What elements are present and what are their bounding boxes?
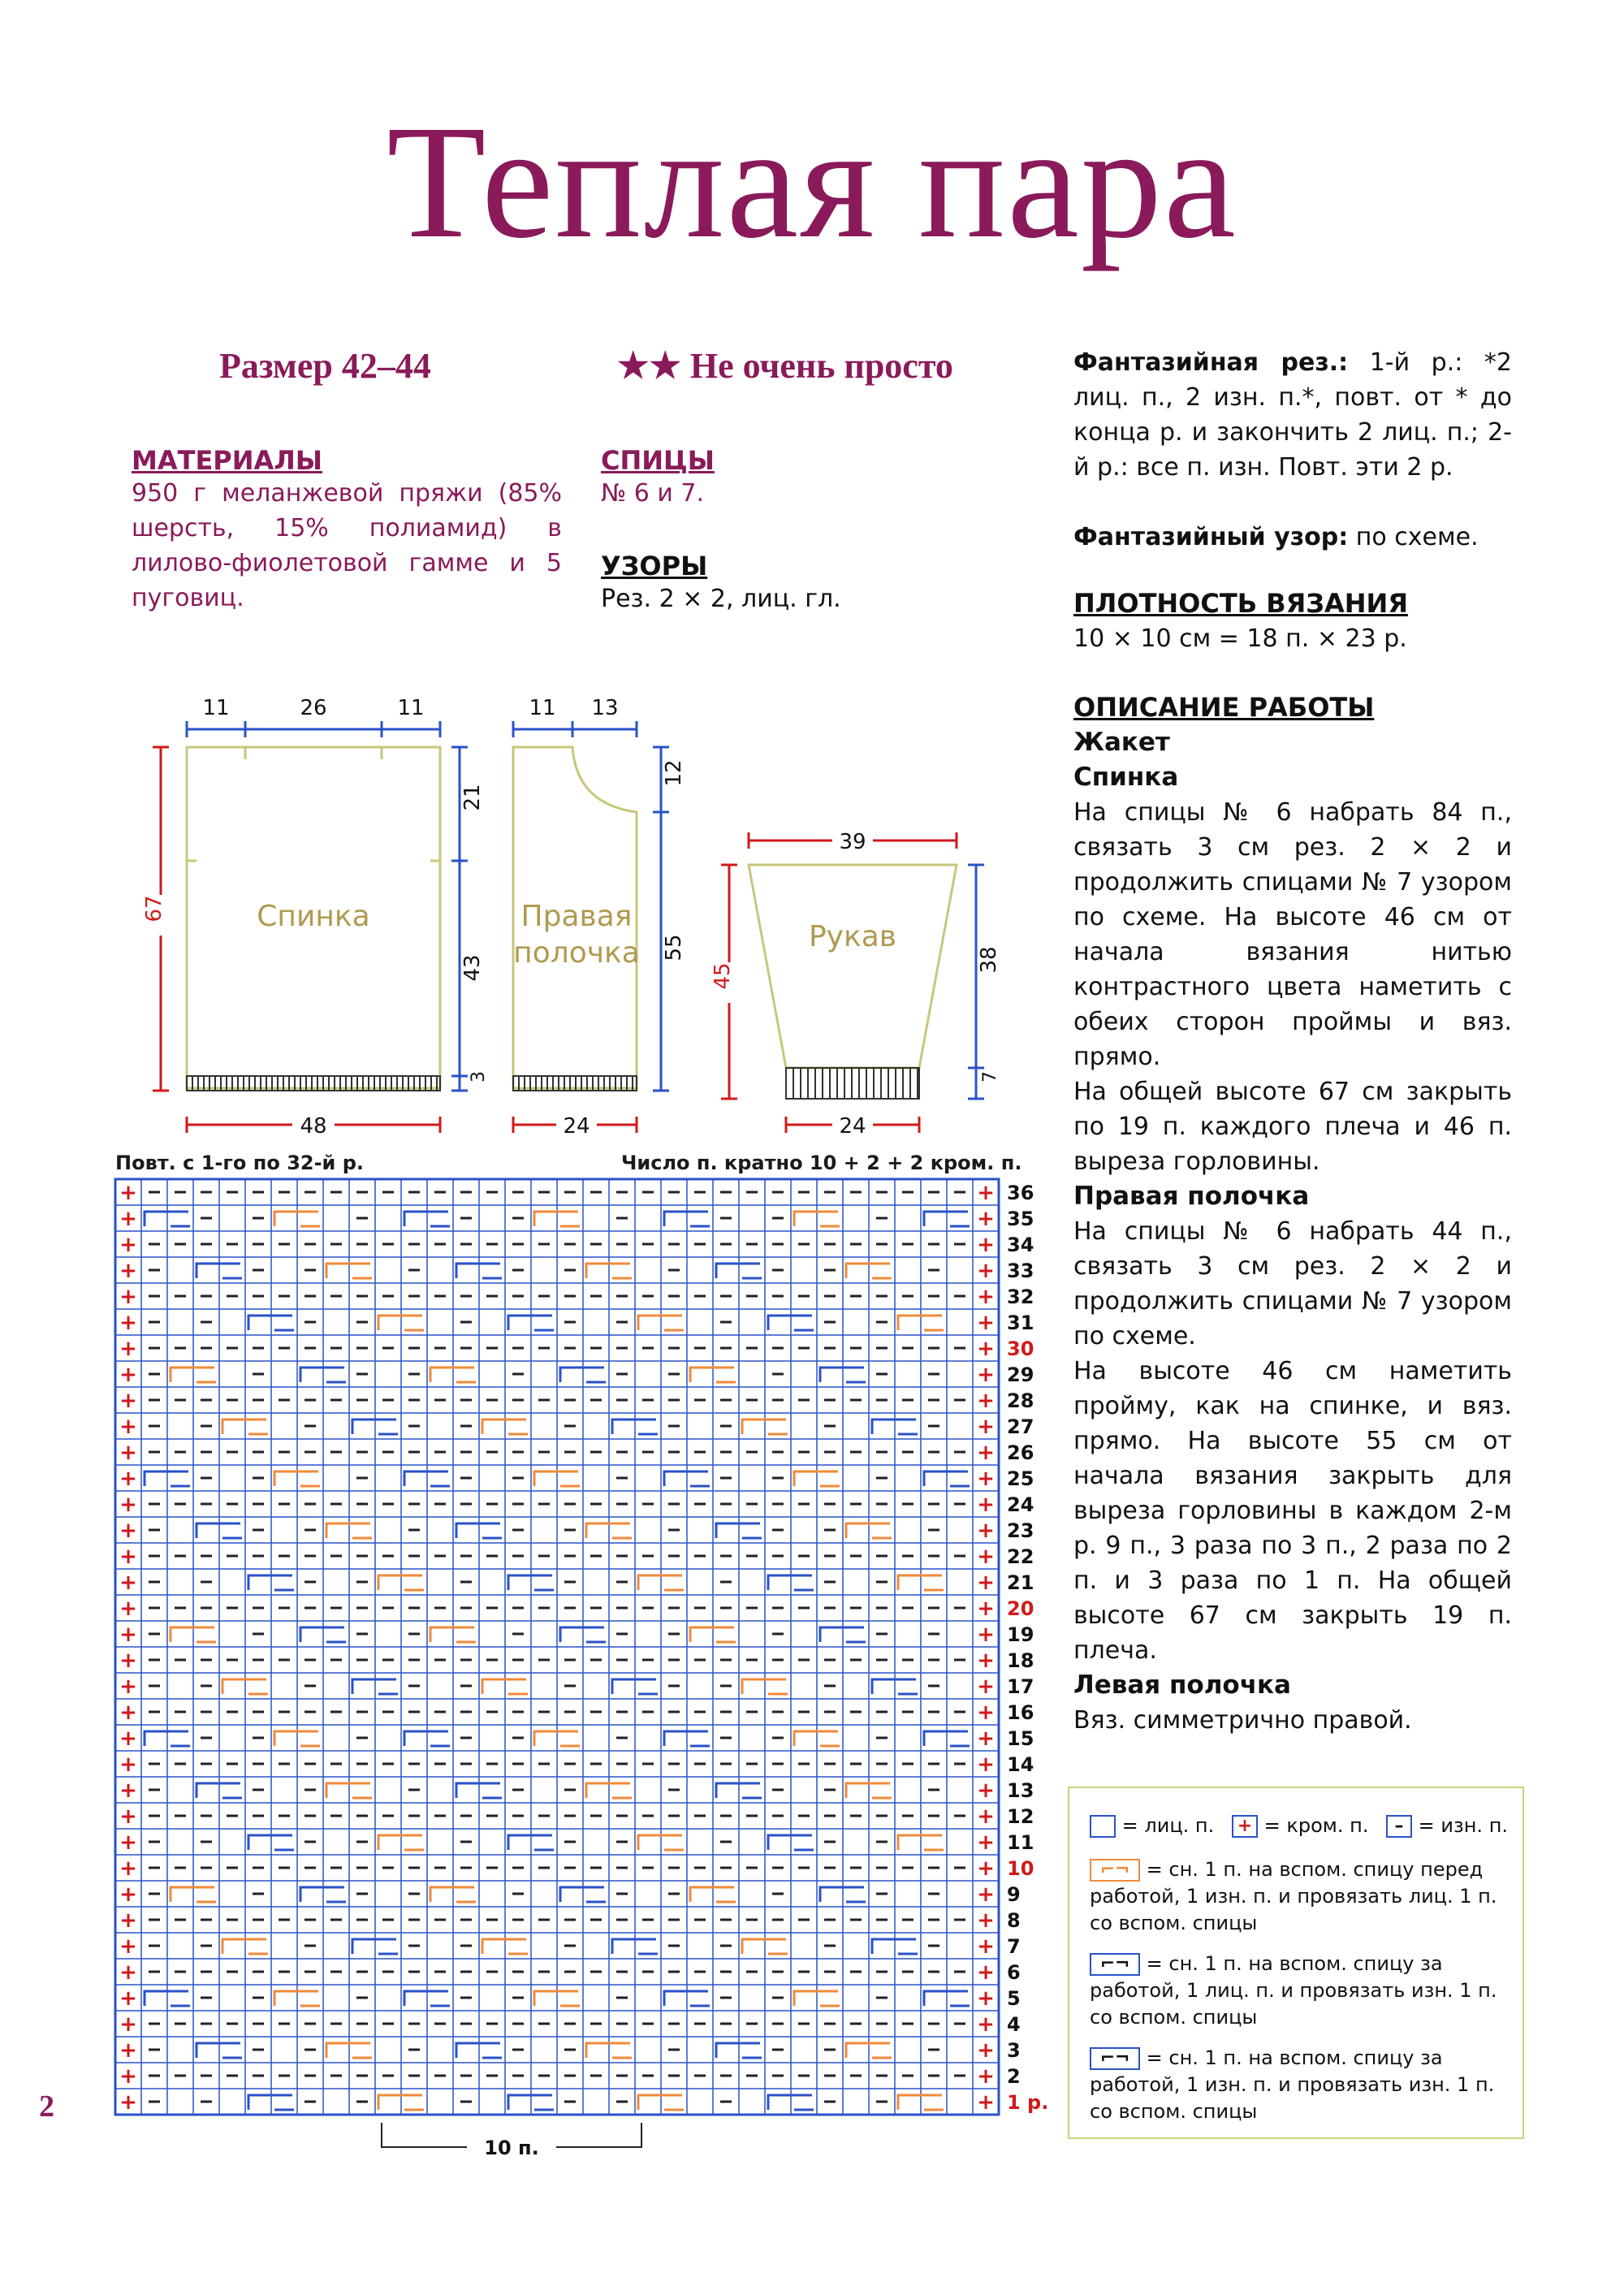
edge-stitch-icon: +	[977, 2038, 995, 2063]
edge-stitch-icon: +	[119, 1181, 137, 1205]
purl-symbol-icon: –	[1386, 1815, 1412, 1838]
edge-stitch-icon: +	[977, 1441, 995, 1465]
edge-stitch-icon: +	[119, 1415, 137, 1439]
row-label: 10	[1007, 1857, 1034, 1880]
edge-stitch-icon: +	[977, 1908, 995, 1933]
edge-stitch-icon: +	[977, 1649, 995, 1673]
right-front-text-2: На высоте 46 см наметить пройму, как на спинке, и вяз. прямо. На высоте 55 см от начала вязания закрыть для выреза горловины в каждом 2-м р. 9 п., 3 раза по 3 п., 2 раза по 2 п. и 3 раза по 1 п. На общей высоте 67 см закрыть 19 п. плеча.	[1073, 1357, 1512, 1665]
legend-cross2	[1090, 1951, 1504, 2031]
edge-stitch-icon: +	[977, 2064, 995, 2089]
back-top-2: 26	[300, 696, 327, 720]
edge-stitch-icon: +	[977, 1830, 995, 1855]
front-label-2: полочка	[513, 936, 640, 970]
row-label: 33	[1007, 1260, 1034, 1282]
row-label: 35	[1007, 1208, 1034, 1230]
edge-stitch-icon: +	[119, 2038, 137, 2063]
row-label: 27	[1007, 1415, 1034, 1438]
size-label: Размер 42–44	[219, 346, 431, 386]
schematic-sleeve	[710, 828, 1001, 1139]
row-label: 9	[1007, 1883, 1021, 1906]
edge-stitch-icon: +	[119, 1233, 137, 1257]
legend-cross1	[1090, 1856, 1504, 1937]
edge-stitch-icon: +	[119, 2064, 137, 2089]
work-block	[1073, 690, 1512, 1738]
row-label: 5	[1007, 1987, 1021, 2010]
edge-stitch-icon: +	[977, 1700, 995, 1725]
legend-edge-text: = кром. п.	[1263, 1814, 1369, 1837]
edge-stitch-icon: +	[977, 1545, 995, 1569]
edge-stitch-icon: +	[119, 1311, 137, 1335]
front-top-2: 13	[591, 696, 619, 720]
sleeve-right-1: 38	[977, 946, 1001, 974]
fancy-rib	[1073, 345, 1512, 485]
difficulty-stars: ★★	[617, 346, 681, 386]
edge-stitch-icon: +	[119, 1519, 137, 1543]
fancy-rib-text: 1-й р.: *2 лиц. п., 2 изн. п.*, повт. от * до конца р. и закончить 2 лиц. п.; 2-й р.: все п. изн. Повт. эти 2 р.	[1073, 348, 1512, 482]
row-label: 16	[1007, 1701, 1034, 1724]
edge-stitch-icon: +	[119, 1207, 137, 1231]
gauge-heading: ПЛОТНОСТЬ ВЯЗАНИЯ	[1073, 588, 1408, 619]
needles-block	[601, 445, 926, 511]
edge-stitch-icon: +	[977, 1467, 995, 1491]
left-front-title: Левая полочка	[1073, 1670, 1291, 1700]
legend-cross3	[1090, 2045, 1504, 2125]
edge-stitch-icon: +	[119, 1778, 137, 1803]
row-label: 12	[1007, 1805, 1034, 1828]
knit-symbol-icon	[1090, 1815, 1116, 1838]
sleeve-top: 39	[839, 830, 866, 854]
cross-front-icon: ⌐¬	[1090, 1859, 1140, 1882]
fancy-pattern-text: по схеме.	[1355, 523, 1479, 551]
legend-cross1-text: = сн. 1 п. на вспом. спицу перед работой, 1 изн. п. и провязать лиц. 1 п. со вспом. спицы	[1090, 1858, 1497, 1934]
edge-stitch-icon: +	[977, 1363, 995, 1387]
page-number: 2	[39, 2089, 54, 2124]
materials-heading: МАТЕРИАЛЫ	[132, 445, 323, 476]
edge-stitch-icon: +	[119, 1830, 137, 1855]
row-label: 8	[1007, 1909, 1021, 1932]
edge-stitch-icon: +	[977, 1934, 995, 1959]
edge-stitch-icon: +	[977, 1623, 995, 1647]
schematic-front	[513, 696, 686, 1139]
sleeve-width: 24	[839, 1114, 866, 1139]
difficulty	[617, 345, 953, 387]
fancy-pattern-label: Фантазийный узор:	[1073, 523, 1349, 551]
patterns-block	[601, 551, 1023, 616]
materials-block	[132, 445, 562, 616]
back-width: 48	[300, 1114, 327, 1139]
row-label: 34	[1007, 1234, 1034, 1256]
edge-stitch-icon: +	[119, 1700, 137, 1725]
row-label: 28	[1007, 1389, 1034, 1412]
edge-stitch-icon: +	[977, 1726, 995, 1751]
row-label: 29	[1007, 1363, 1034, 1386]
edge-stitch-icon: +	[977, 1597, 995, 1621]
back-right-2: 43	[460, 954, 485, 982]
front-right-1: 12	[662, 759, 686, 787]
edge-stitch-icon: +	[119, 1493, 137, 1517]
edge-stitch-icon: +	[977, 2090, 995, 2115]
sleeve-left: 45	[710, 962, 735, 990]
edge-stitch-icon: +	[977, 1519, 995, 1543]
legend	[1068, 1787, 1524, 2139]
edge-stitch-icon: +	[119, 1363, 137, 1387]
row-label: 25	[1007, 1467, 1034, 1490]
row-label: 2	[1007, 2065, 1021, 2088]
legend-purl	[1386, 1813, 1508, 1839]
edge-stitch-icon: +	[977, 1415, 995, 1439]
difficulty-label: Не очень просто	[689, 346, 953, 386]
cross-purl-icon: ⌐¬	[1090, 2047, 1140, 2070]
row-label: 22	[1007, 1545, 1034, 1568]
row-label: 19	[1007, 1623, 1034, 1646]
legend-purl-text: = изн. п.	[1418, 1814, 1509, 1837]
back-text: На спицы № 6 набрать 84 п., связать 3 см рез. 2 × 2 и продолжить спицами № 7 узором по схеме. На высоте 46 см от начала вязания нитью контрастного цвета наметить с обеих сторон проймы и вяз. прямо.	[1073, 798, 1512, 1071]
row-label: 32	[1007, 1286, 1034, 1308]
edge-stitch-icon: +	[119, 1597, 137, 1621]
gauge-text: 10 × 10 см = 18 п. × 23 р.	[1073, 624, 1407, 653]
schematic-back	[142, 696, 489, 1139]
cross-back-icon: ⌐¬	[1090, 1953, 1140, 1976]
sleeve-right-2: 7	[980, 1071, 1000, 1082]
back-top-1: 11	[202, 696, 230, 720]
chart-multiple-note: Число п. кратно 10 + 2 + 2 кром. п.	[621, 1152, 1022, 1174]
edge-stitch-icon: +	[119, 1649, 137, 1673]
fancy-rib-label: Фантазийная рез.:	[1073, 348, 1349, 377]
edge-stitch-icon: +	[977, 1259, 995, 1283]
edge-stitch-icon: +	[977, 1856, 995, 1881]
edge-stitch-icon: +	[977, 1285, 995, 1309]
fancy-pattern	[1073, 520, 1512, 555]
chart-row-labels	[1007, 1182, 1048, 2114]
back-top-3: 11	[397, 696, 425, 720]
front-right-2: 55	[662, 934, 686, 961]
edge-stitch-icon: +	[977, 1986, 995, 2011]
gauge-block	[1073, 586, 1512, 656]
row-label: 31	[1007, 1312, 1034, 1334]
edge-stitch-icon: +	[119, 1960, 137, 1985]
edge-stitch-icon: +	[977, 1804, 995, 1829]
knitting-chart	[112, 1176, 1054, 2193]
row-label: 6	[1007, 1961, 1021, 1984]
legend-cross3-text: = сн. 1 п. на вспом. спицу за работой, 1 изн. п. и провязать изн. 1 п. со вспом. спицы	[1090, 2046, 1495, 2123]
back-right-1: 21	[460, 784, 485, 811]
legend-edge	[1232, 1813, 1368, 1839]
edge-stitch-icon: +	[119, 1571, 137, 1595]
row-label: 7	[1007, 1935, 1021, 1958]
edge-stitch-icon: +	[119, 1441, 137, 1465]
row-label: 18	[1007, 1649, 1034, 1672]
edge-stitch-icon: +	[119, 1752, 137, 1777]
row-label: 36	[1007, 1182, 1034, 1204]
right-front-text: На спицы № 6 набрать 44 п., связать 3 см рез. 2 × 2 и продолжить спицами № 7 узором по схеме.	[1073, 1217, 1512, 1350]
edge-stitch-icon: +	[977, 1571, 995, 1595]
right-front-title: Правая полочка	[1073, 1182, 1310, 1211]
row-label: 4	[1007, 2013, 1021, 2036]
edge-stitch-icon: +	[119, 1285, 137, 1309]
patterns-text: Рез. 2 × 2, лиц. гл.	[601, 585, 841, 613]
edge-stitch-icon: +	[977, 1493, 995, 1517]
row-label: 30	[1007, 1337, 1034, 1360]
jacket-title: Жакет	[1073, 728, 1170, 757]
edge-stitch-icon: +	[119, 2090, 137, 2115]
edge-stitch-icon: +	[977, 1233, 995, 1257]
needles-text: № 6 и 7.	[601, 479, 705, 508]
row-label: 21	[1007, 1571, 1034, 1594]
row-label: 26	[1007, 1441, 1034, 1464]
edge-stitch-icon: +	[119, 1675, 137, 1699]
repeat-label: 10 п.	[484, 2137, 539, 2159]
edge-stitch-icon: +	[119, 1986, 137, 2011]
schematics	[122, 682, 1031, 1153]
edge-stitch-icon: +	[119, 1337, 137, 1361]
left-front-text: Вяз. симметрично правой.	[1073, 1706, 1412, 1735]
edge-stitch-icon: +	[119, 1908, 137, 1933]
row-label: 13	[1007, 1779, 1034, 1802]
needles-heading: СПИЦЫ	[601, 445, 715, 476]
back-right-3: 3	[469, 1071, 489, 1082]
chart-repeat-note: Повт. с 1-го по 32-й р.	[115, 1152, 365, 1174]
patterns-heading: УЗОРЫ	[601, 551, 708, 581]
edge-stitch-icon: +	[977, 1960, 995, 1985]
edge-stitch-icon: +	[119, 1726, 137, 1751]
edge-stitch-icon: +	[119, 1804, 137, 1829]
row-label: 1 р.	[1007, 2091, 1049, 2114]
row-label: 23	[1007, 1519, 1034, 1542]
back-text-2: На общей высоте 67 см закрыть по 19 п. каждого плеча и 46 п. выреза горловины.	[1073, 1078, 1512, 1176]
sleeve-label: Рукав	[808, 920, 897, 953]
front-width: 24	[563, 1114, 590, 1139]
edge-stitch-icon: +	[977, 1778, 995, 1803]
row-label: 24	[1007, 1493, 1034, 1516]
row-label: 17	[1007, 1675, 1034, 1698]
edge-stitch-icon: +	[977, 1389, 995, 1413]
legend-cross2-text: = сн. 1 п. на вспом. спицу за работой, 1 лиц. п. и провязать изн. 1 п. со вспом. спицы	[1090, 1952, 1497, 2029]
edge-stitch-icon: +	[119, 1623, 137, 1647]
back-height: 67	[142, 895, 166, 923]
edge-stitch-icon: +	[119, 1389, 137, 1413]
back-label: Спинка	[257, 900, 370, 933]
edge-stitch-icon: +	[119, 1856, 137, 1881]
page-title: Теплая пара	[387, 93, 1237, 272]
edge-stitch-icon: +	[119, 1259, 137, 1283]
materials-text: 950 г меланжевой пряжи (85% шерсть, 15% полиамид) в лилово-фиолетовой гамме и 5 пуговиц.	[132, 479, 562, 612]
row-label: 3	[1007, 2039, 1021, 2062]
edge-stitch-icon: +	[977, 1752, 995, 1777]
edge-symbol-icon: +	[1232, 1815, 1258, 1838]
back-title: Спинка	[1073, 763, 1179, 792]
edge-stitch-icon: +	[977, 1675, 995, 1699]
edge-stitch-icon: +	[977, 1207, 995, 1231]
legend-knit-text: = лиц. п.	[1121, 1814, 1215, 1837]
front-top-1: 11	[529, 696, 556, 720]
edge-stitch-icon: +	[977, 1337, 995, 1361]
row-label: 14	[1007, 1753, 1034, 1776]
edge-stitch-icon: +	[119, 1467, 137, 1491]
edge-stitch-icon: +	[119, 1545, 137, 1569]
edge-stitch-icon: +	[119, 1934, 137, 1959]
edge-stitch-icon: +	[119, 1882, 137, 1907]
edge-stitch-icon: +	[977, 1311, 995, 1335]
edge-stitch-icon: +	[977, 2012, 995, 2037]
front-label-1: Правая	[520, 900, 633, 933]
legend-knit	[1090, 1813, 1214, 1839]
row-label: 20	[1007, 1597, 1034, 1620]
work-heading: ОПИСАНИЕ РАБОТЫ	[1073, 692, 1375, 723]
edge-stitch-icon: +	[977, 1181, 995, 1205]
row-label: 15	[1007, 1727, 1034, 1750]
edge-stitch-icon: +	[977, 1882, 995, 1907]
row-label: 11	[1007, 1831, 1034, 1854]
edge-stitch-icon: +	[119, 2012, 137, 2037]
